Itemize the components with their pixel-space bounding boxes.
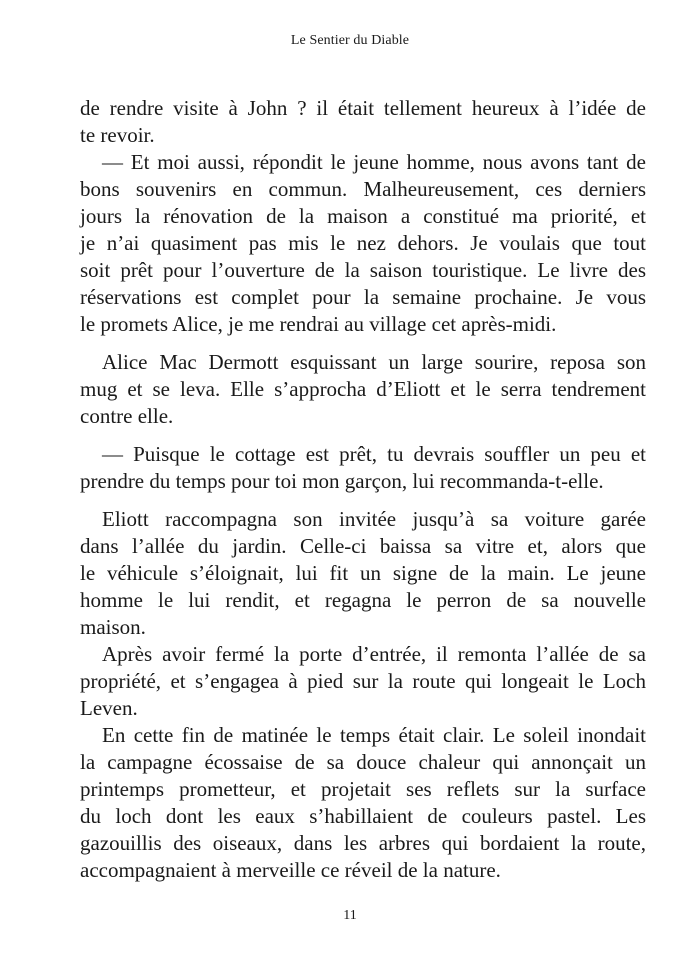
paragraph (80, 149, 646, 338)
paragraph-spacer (80, 430, 646, 441)
text-line: gazouillis des oiseaux, dans les arbres qui bordaient la route, (80, 831, 646, 855)
text-line: je n’ai quasiment pas mis le nez dehors. Je voulais que tout (80, 231, 646, 255)
text-line: du loch dont les eaux s’habillaient de couleurs pastel. Les (80, 804, 646, 828)
paragraph (80, 641, 646, 722)
paragraph-spacer (80, 338, 646, 349)
text-line: le promets Alice, je me rendrai au village cet après-midi. (80, 312, 557, 336)
body-text (80, 95, 646, 884)
text-line: bons souvenirs en commun. Malheureusement, ces derniers (80, 177, 646, 201)
text-line: soit prêt pour l’ouverture de la saison touristique. Le livre des (80, 258, 646, 282)
running-header-title: Le Sentier du Diable (290, 33, 410, 48)
text-line: te revoir. (80, 123, 155, 147)
text-line: de rendre visite à John ? il était tellement heureux à l’idée de (80, 96, 646, 120)
text-line: Après avoir fermé la porte d’entrée, il remonta l’allée de sa (102, 642, 646, 666)
text-line: jours la rénovation de la maison a constitué ma priorité, et (80, 204, 646, 228)
text-line: dans l’allée du jardin. Celle-ci baissa sa vitre et, alors que (80, 534, 646, 558)
page-number: 11 (343, 908, 357, 923)
text-line: Leven. (80, 696, 138, 720)
text-line: accompagnaient à merveille ce réveil de la nature. (80, 858, 501, 882)
text-line: propriété, et s’engagea à pied sur la route qui longeait le Loch (80, 669, 646, 693)
text-line: mug et se leva. Elle s’approcha d’Eliott et le serra tendrement (80, 377, 646, 401)
text-line: réservations est complet pour la semaine prochaine. Je vous (80, 285, 646, 309)
text-line: la campagne écossaise de sa douce chaleur qui annonçait un (80, 750, 646, 774)
text-line: homme le lui rendit, et regagna le perron de sa nouvelle (80, 588, 646, 612)
paragraph (80, 95, 646, 149)
text-line: — Et moi aussi, répondit le jeune homme, nous avons tant de (102, 150, 646, 174)
paragraph (80, 441, 646, 495)
text-line: — Puisque le cottage est prêt, tu devrais souffler un peu et (102, 442, 646, 466)
text-line: prendre du temps pour toi mon garçon, lui recommanda-t-elle. (80, 469, 604, 493)
text-line: le véhicule s’éloignait, lui fit un signe de la main. Le jeune (80, 561, 646, 585)
text-line: printemps prometteur, et projetait ses reflets sur la surface (80, 777, 646, 801)
text-line: Alice Mac Dermott esquissant un large sourire, reposa son (102, 350, 646, 374)
text-line: En cette fin de matinée le temps était clair. Le soleil inondait (102, 723, 646, 747)
text-line: contre elle. (80, 404, 174, 428)
paragraph (80, 349, 646, 430)
text-line: Eliott raccompagna son invitée jusqu’à sa voiture garée (102, 507, 646, 531)
text-line: maison. (80, 615, 146, 639)
paragraph (80, 722, 646, 884)
paragraph (80, 506, 646, 641)
paragraph-spacer (80, 495, 646, 506)
